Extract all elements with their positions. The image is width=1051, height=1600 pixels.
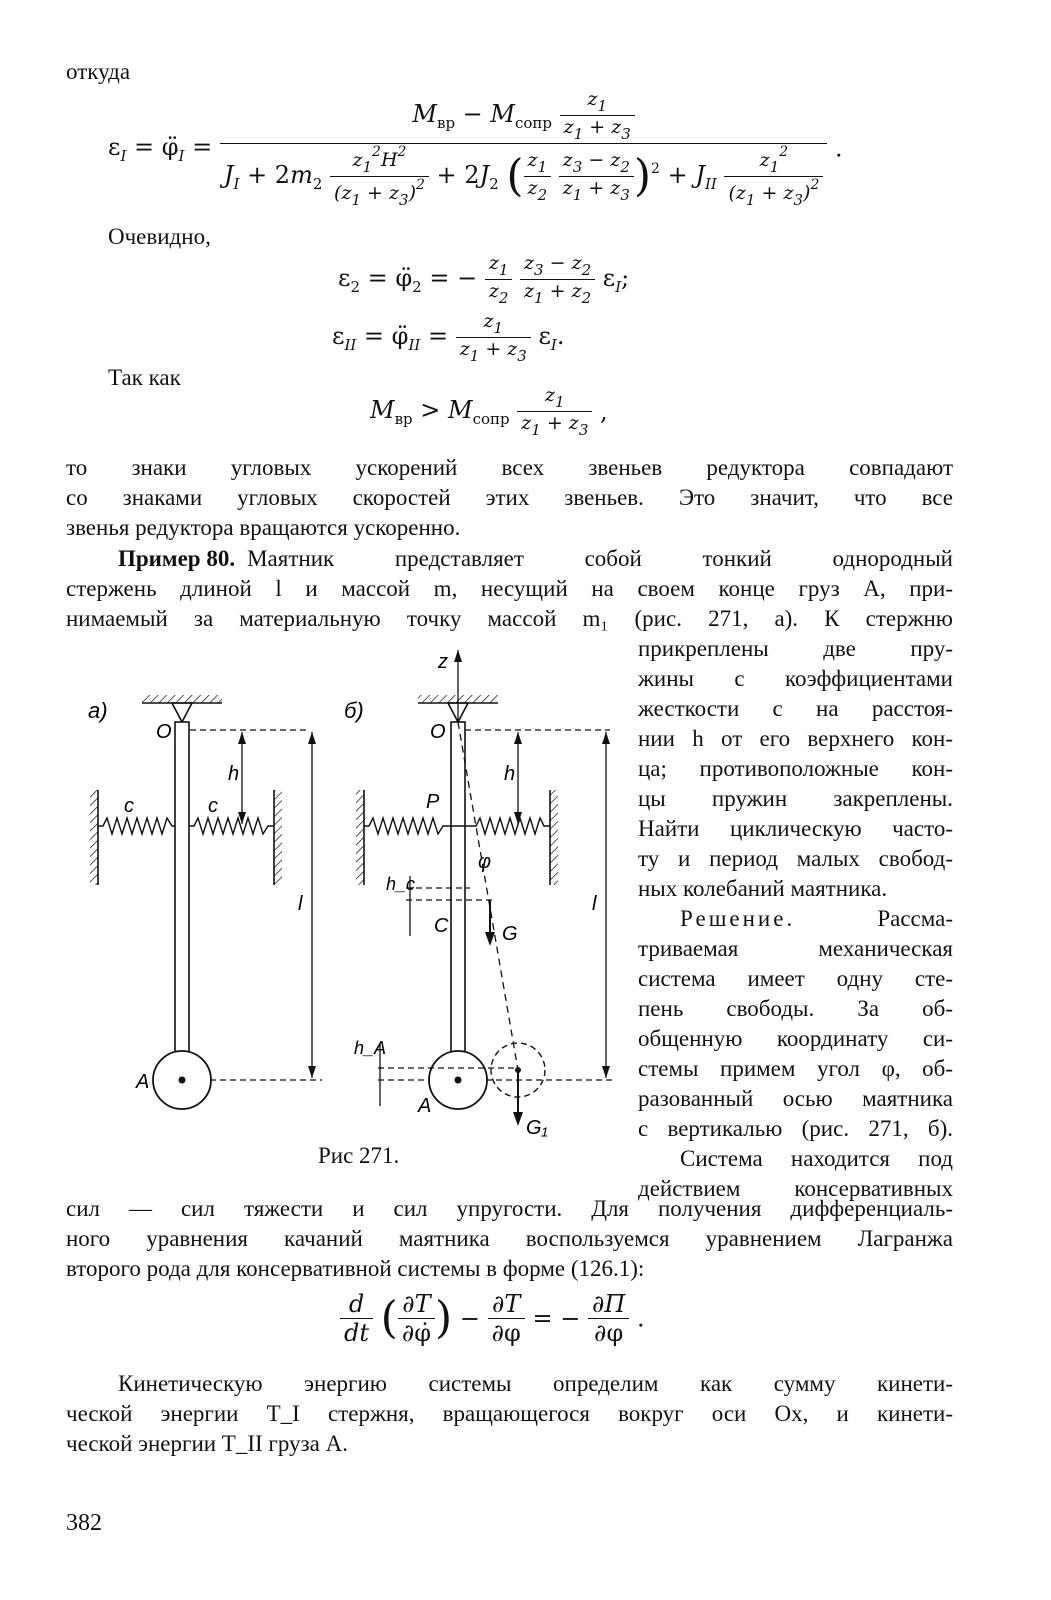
rc-line-3: нии h от его верхнего кон- (638, 726, 953, 751)
rc-line-2: жесткости с на расстоя- (638, 696, 953, 721)
force-G-arrow (485, 932, 495, 946)
wall-a-left-hatch (90, 790, 98, 885)
rc2-line-4: общенную координату си- (638, 1026, 953, 1051)
hinge-a (172, 703, 192, 722)
label-l-b: l (592, 893, 597, 915)
rc-line-4: ца; противоположные кон- (638, 756, 953, 781)
rc2-line-7: с вертикалью (рис. 271, б). (638, 1116, 953, 1141)
rc-line-8: ных колебаний маятника. (638, 876, 888, 901)
word-ochevidno: Очевидно, (108, 224, 211, 249)
label-O-a: O (156, 721, 172, 743)
force-G1-arrow (513, 1112, 523, 1126)
rc2-line-8: Система находится под (680, 1146, 953, 1171)
label-G1: G₁ (526, 1117, 548, 1139)
label-b: б) (344, 698, 364, 723)
label-G: G (502, 923, 518, 945)
dim-l-b-arrow-top (602, 732, 610, 744)
bob-a-center (179, 1077, 186, 1084)
page-number: 382 (66, 1510, 102, 1536)
equation-eps-2: $\varepsilon_2$ = $\varphï_2$ = − $\frac{z_1}{z_2}$ $\frac{z_3 - z_2}{z_1 + z_2}$ $\varepsilon_I$; (338, 252, 630, 307)
wall-b-left-hatch (356, 790, 364, 885)
example-title: Пример 80. (118, 546, 236, 571)
para3-line3: второго рода для консервативной системы в форме (126.1): (66, 1256, 645, 1281)
rc-line-5: цы пружин закреплены. (638, 786, 953, 811)
rod-b (451, 722, 465, 1052)
dim-l-a-arrow-bot (308, 1066, 316, 1078)
example-line1-text: Маятник представляет собой тонкий однородный (247, 546, 953, 571)
para4-line3: ческой энергии T_II груза A. (66, 1431, 348, 1456)
z-axis-arrow (454, 650, 462, 662)
label-P: P (426, 791, 440, 813)
equation-lagrange: $\frac{d}{dt}$ ( $\frac{\partial T}{\partial\varphi̇}$ ) − $\frac{\partial T}{\partial\varphi}$ = − $\frac{\partial\Pi}{\partial\varphi}$ . (340, 1290, 645, 1347)
dim-l-a-arrow-top (308, 732, 316, 744)
wall-b-right-hatch (550, 790, 558, 885)
label-A-b: A (418, 1095, 432, 1117)
rc2-line-0-text: Рассма- (877, 906, 953, 931)
label-l-a: l (298, 893, 303, 915)
para1-line1: то знаки угловых ускорений всех звеньев редуктора совпадают (66, 455, 953, 480)
example-line1 (118, 543, 953, 574)
label-c-a-left: c (124, 795, 134, 817)
spring-a-right (189, 818, 274, 834)
inequality-moments: $M_{вр} > M_{сопр}$ $\frac{z_1}{z_1 + z_3}$ , (370, 384, 608, 439)
dim-h-a-arrow-top (238, 732, 246, 744)
ceiling-b-hatch (418, 695, 498, 703)
rc2-line-3: пень свободы. За об- (638, 996, 953, 1021)
rc2-line-9: действием консервативных (638, 1176, 953, 1201)
rod-a (175, 722, 189, 1052)
spring-b-right (470, 818, 550, 834)
example-line2: стержень длиной l и массой m, несущий на своем конце груз A, при- (66, 576, 953, 601)
wall-a-right-hatch (274, 790, 282, 885)
figure-caption: Рис 271. (318, 1143, 400, 1168)
rc2-line-2: система имеет одну сте- (638, 966, 953, 991)
word-otkuda: откуда (66, 59, 131, 84)
label-h-a: h (228, 763, 240, 785)
label-phi: φ (478, 851, 492, 873)
label-hc: h_c (386, 874, 416, 894)
para1-line3: звенья редуктора вращаются ускоренно. (66, 515, 461, 540)
rc2-line-5: стемы примем угол φ, об- (638, 1056, 953, 1081)
dim-h-b-arrow-top (514, 732, 522, 744)
label-O-b: O (430, 721, 446, 743)
rc2-line-6: разованный осью маятника (638, 1086, 953, 1111)
figure-271 (60, 640, 635, 1180)
spring-a-left (98, 818, 175, 834)
rc-line-1: жины с коэффициентами (638, 666, 953, 691)
example-line3: нимаемый за материальную точку массой m₁ (рис. 271, а). К стержню (66, 606, 953, 631)
word-tak-kak: Так как (108, 365, 181, 390)
label-C: C (434, 915, 449, 937)
rc-line-6: Найти циклическую часто- (638, 816, 953, 841)
dim-l-b-arrow-bot (602, 1066, 610, 1078)
label-a: а) (88, 698, 108, 723)
rc2-line-1: триваемая механическая (638, 936, 953, 961)
para4-line1: Кинетическую энергию системы определим как сумму кинети- (118, 1371, 953, 1396)
label-hA: h_A (354, 1038, 387, 1058)
para3-line1: сил — сил тяжести и сил упругости. Для получения дифференциаль- (66, 1196, 953, 1221)
label-z: z (438, 651, 448, 673)
bob-b-center (455, 1077, 462, 1084)
ceiling-a-hatch (142, 695, 222, 703)
rc2-line-0 (680, 903, 953, 934)
solution-word: Решение. (680, 906, 796, 931)
para1-line2: со знаками угловых скоростей этих звеньев. Это значит, что все (66, 485, 953, 510)
rc-line-7: ту и период малых свобод- (638, 846, 953, 871)
para3-line2: ного уравнения качаний маятника воспользуемся уравнением Лагранжа (66, 1226, 953, 1251)
label-h-b: h (504, 763, 516, 785)
label-A-a: A (136, 1071, 150, 1093)
label-c-a-right: c (208, 795, 218, 817)
equation-eps-I: $\varepsilon_I$ = $\varphï_I$ = $M_{вр} - M_{сопр}$ $\frac{z_1}{z_1 + z_3}$ $J_I + 2m_2$ $\frac{z_1^2H^2}{(z_1 + z_3)^2}$ + $2J_2$ ( $\frac{z_1}{z_2}$ $\frac{z_3 - z_2}{z_1 + z_3}$ )$^2 + J_{II}$ $\frac{z_1^2}{(z_1 + z_3)^2}$ . (108, 88, 843, 209)
rc-line-0: прикреплены две пру- (638, 636, 953, 661)
para4-line2: ческой энергии T_I стержня, вращающегося вокруг оси Ox, и кинети- (66, 1401, 953, 1426)
equation-eps-II: $\varepsilon_{II}$ = $\varphï_{II}$ = $\frac{z_1}{z_1 + z_3}$ $\varepsilon_I$. (332, 310, 565, 365)
